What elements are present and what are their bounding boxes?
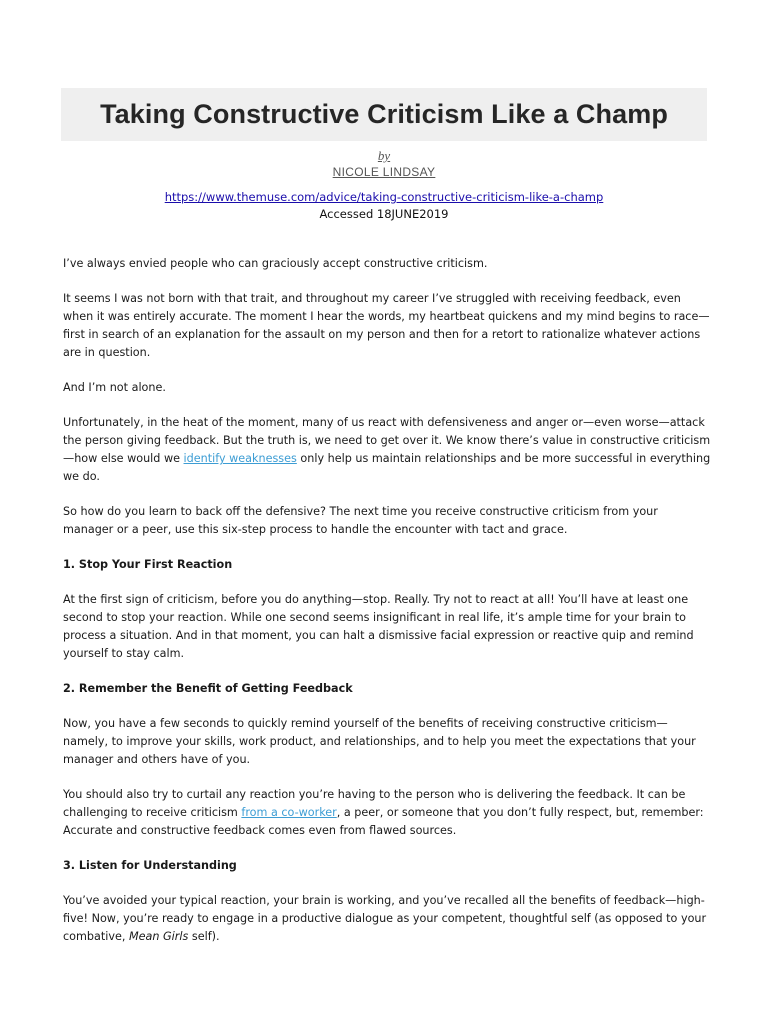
mean-girls-title: Mean Girls bbox=[128, 930, 189, 943]
page-title: Taking Constructive Criticism Like a Champ bbox=[100, 99, 668, 129]
title-banner bbox=[61, 88, 707, 141]
section-heading: 1. Stop Your First Reaction bbox=[63, 558, 233, 571]
paragraph-text: only help us maintain relationships and be more successful in everything we do. bbox=[63, 452, 711, 483]
paragraph-text: , a peer, or someone that you don’t fully respect, but, remember: Accurate and constructive feedback comes even from flawed sources. bbox=[63, 806, 704, 837]
paragraph: At the first sign of criticism, before you do anything—stop. Really. Try not to react at all! You’ll have at least one second to stop your reaction. While one second seems insignificant in real life, it’s ample time for your brain to process a situation. And in that moment, you can halt a dismissive facial expression or reactive quip and remind yourself to stay calm. bbox=[63, 593, 694, 660]
section-heading: 2. Remember the Benefit of Getting Feedback bbox=[63, 682, 353, 695]
source-citation bbox=[0, 189, 768, 223]
section-heading: 3. Listen for Understanding bbox=[63, 859, 237, 872]
by-label: by bbox=[377, 148, 391, 163]
paragraph: It seems I was not born with that trait, and throughout my career I’ve struggled with receiving feedback, even when it was entirely accurate. The moment I hear the words, my heartbeat quickens and my mind begins to race—first in search of an explanation for the assault on my person and then for a retort to rationalize whatever actions are in question. bbox=[63, 292, 710, 359]
author-link[interactable]: NICOLE LINDSAY bbox=[332, 165, 436, 179]
paragraph bbox=[63, 892, 711, 946]
paragraph-text: You’ve avoided your typical reaction, your brain is working, and you’ve recalled all the benefits of feedback—high-five! Now, you’re ready to engage in a productive dialogue as your competent, thoughtful self (as opposed to your combative, bbox=[63, 894, 707, 943]
paragraph: And I’m not alone. bbox=[63, 381, 166, 394]
accessed-date: Accessed 18JUNE2019 bbox=[319, 207, 449, 221]
paragraph bbox=[63, 786, 711, 840]
co-worker-link[interactable]: from a co-worker bbox=[241, 806, 337, 819]
source-url-link[interactable]: https://www.themuse.com/advice/taking-constructive-criticism-like-a-champ bbox=[164, 190, 604, 204]
paragraph bbox=[63, 414, 711, 486]
paragraph-text: self). bbox=[188, 930, 220, 943]
article-body bbox=[63, 255, 711, 963]
paragraph: I’ve always envied people who can graciously accept constructive criticism. bbox=[63, 257, 488, 270]
identify-weaknesses-link[interactable]: identify weaknesses bbox=[183, 452, 297, 465]
paragraph: Now, you have a few seconds to quickly remind yourself of the benefits of receiving constructive criticism—namely, to improve your skills, work product, and relationships, and to help you meet the expectations that your manager and others have of you. bbox=[63, 717, 696, 766]
byline bbox=[0, 148, 768, 180]
paragraph-text: Unfortunately, in the heat of the moment, many of us react with defensiveness and anger or—even worse—attack the person giving feedback. But the truth is, we need to get over it. We know there’s value in constructive criticism—how else would we bbox=[63, 416, 711, 465]
paragraph: So how do you learn to back off the defensive? The next time you receive constructive criticism from your manager or a peer, use this six-step process to handle the encounter with tact and grace. bbox=[63, 505, 658, 536]
paragraph-text: You should also try to curtail any reaction you’re having to the person who is delivering the feedback. It can be challenging to receive criticism bbox=[63, 788, 686, 819]
